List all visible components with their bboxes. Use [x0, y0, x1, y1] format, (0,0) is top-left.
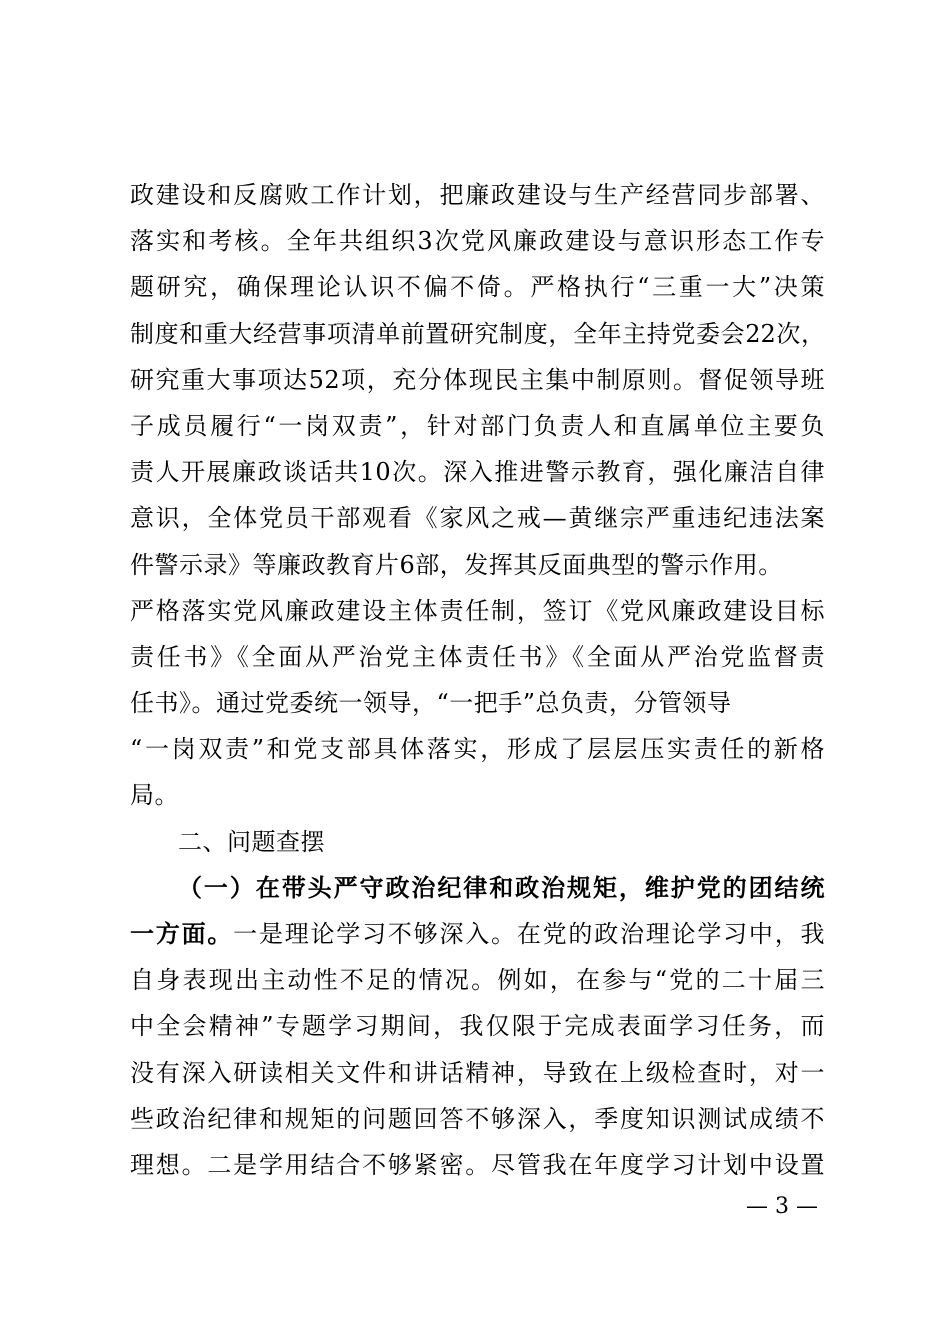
- subsection-body-text: 一是理论学习不够深入。在党的政治理论学习中，我: [233, 920, 826, 948]
- subsection-heading-line-1: （一）在带头严守政治纪律和政治规矩，维护党的团结统: [178, 872, 825, 902]
- paragraph-line-3: 题研究，确保理论认识不偏不倚。严格执行“三重一大”决策: [130, 273, 825, 302]
- subsection-heading-line-2: 一方面。: [130, 919, 234, 948]
- body-line-3: 没有深入研读相关文件和讲话精神，导致在上级检查时，对一: [130, 1058, 825, 1087]
- paragraph-line-8: 意识，全体党员干部观看《家风之戒—黄继宗严重违纪违法案: [130, 504, 825, 533]
- paragraph-line-11: 责任书》《全面从严治党主体责任书》《全面从严治党监督责: [130, 642, 825, 671]
- paragraph-line-12: 任书》。通过党委统一领导，“一把手”总负责，分管领导: [130, 689, 732, 718]
- paragraph-line-7: 责人开展廉政谈话共10次。深入推进警示教育，强化廉洁自律: [130, 458, 825, 487]
- document-body: [130, 172, 825, 1188]
- body-line-1: 自身表现出主动性不足的情况。例如，在参与“党的二十届三: [130, 966, 825, 995]
- paragraph-line-10: 严格落实党风廉政建设主体责任制，签订《党风廉政建设目标: [130, 596, 825, 625]
- paragraph-line-1: 政建设和反腐败工作计划，把廉政建设与生产经营同步部署、: [130, 181, 825, 209]
- paragraph-line-6: 子成员履行“一岗双责”，针对部门负责人和直属单位主要负: [130, 411, 825, 440]
- body-line-5: 理想。二是学用结合不够紧密。尽管我在年度学习计划中设置: [130, 1150, 825, 1179]
- paragraph-line-9: 件警示录》等廉政教育片6部，发挥其反面典型的警示作用。: [130, 550, 783, 579]
- paragraph-line-14: 局。: [130, 781, 179, 810]
- paragraph-line-5: 研究重大事项达52项，充分体现民主集中制原则。督促领导班: [130, 365, 825, 394]
- body-line-2: 中全会精神”专题学习期间，我仅限于完成表面学习任务，而: [130, 1012, 825, 1041]
- paragraph-line-13: “一岗双责”和党支部具体落实，形成了层层压实责任的新格: [130, 735, 825, 764]
- paragraph-line-4: 制度和重大经营事项清单前置研究制度，全年主持党委会22次，: [130, 319, 825, 348]
- section-heading: 二、问题查摆: [178, 827, 325, 856]
- paragraph-line-2: 落实和考核。全年共组织3次党风廉政建设与意识形态工作专: [130, 227, 825, 256]
- body-line-4: 些政治纪律和规矩的问题回答不够深入，季度知识测试成绩不: [130, 1104, 825, 1133]
- subsection-line-2: [130, 911, 825, 957]
- page-number: — 3 —: [746, 1194, 818, 1219]
